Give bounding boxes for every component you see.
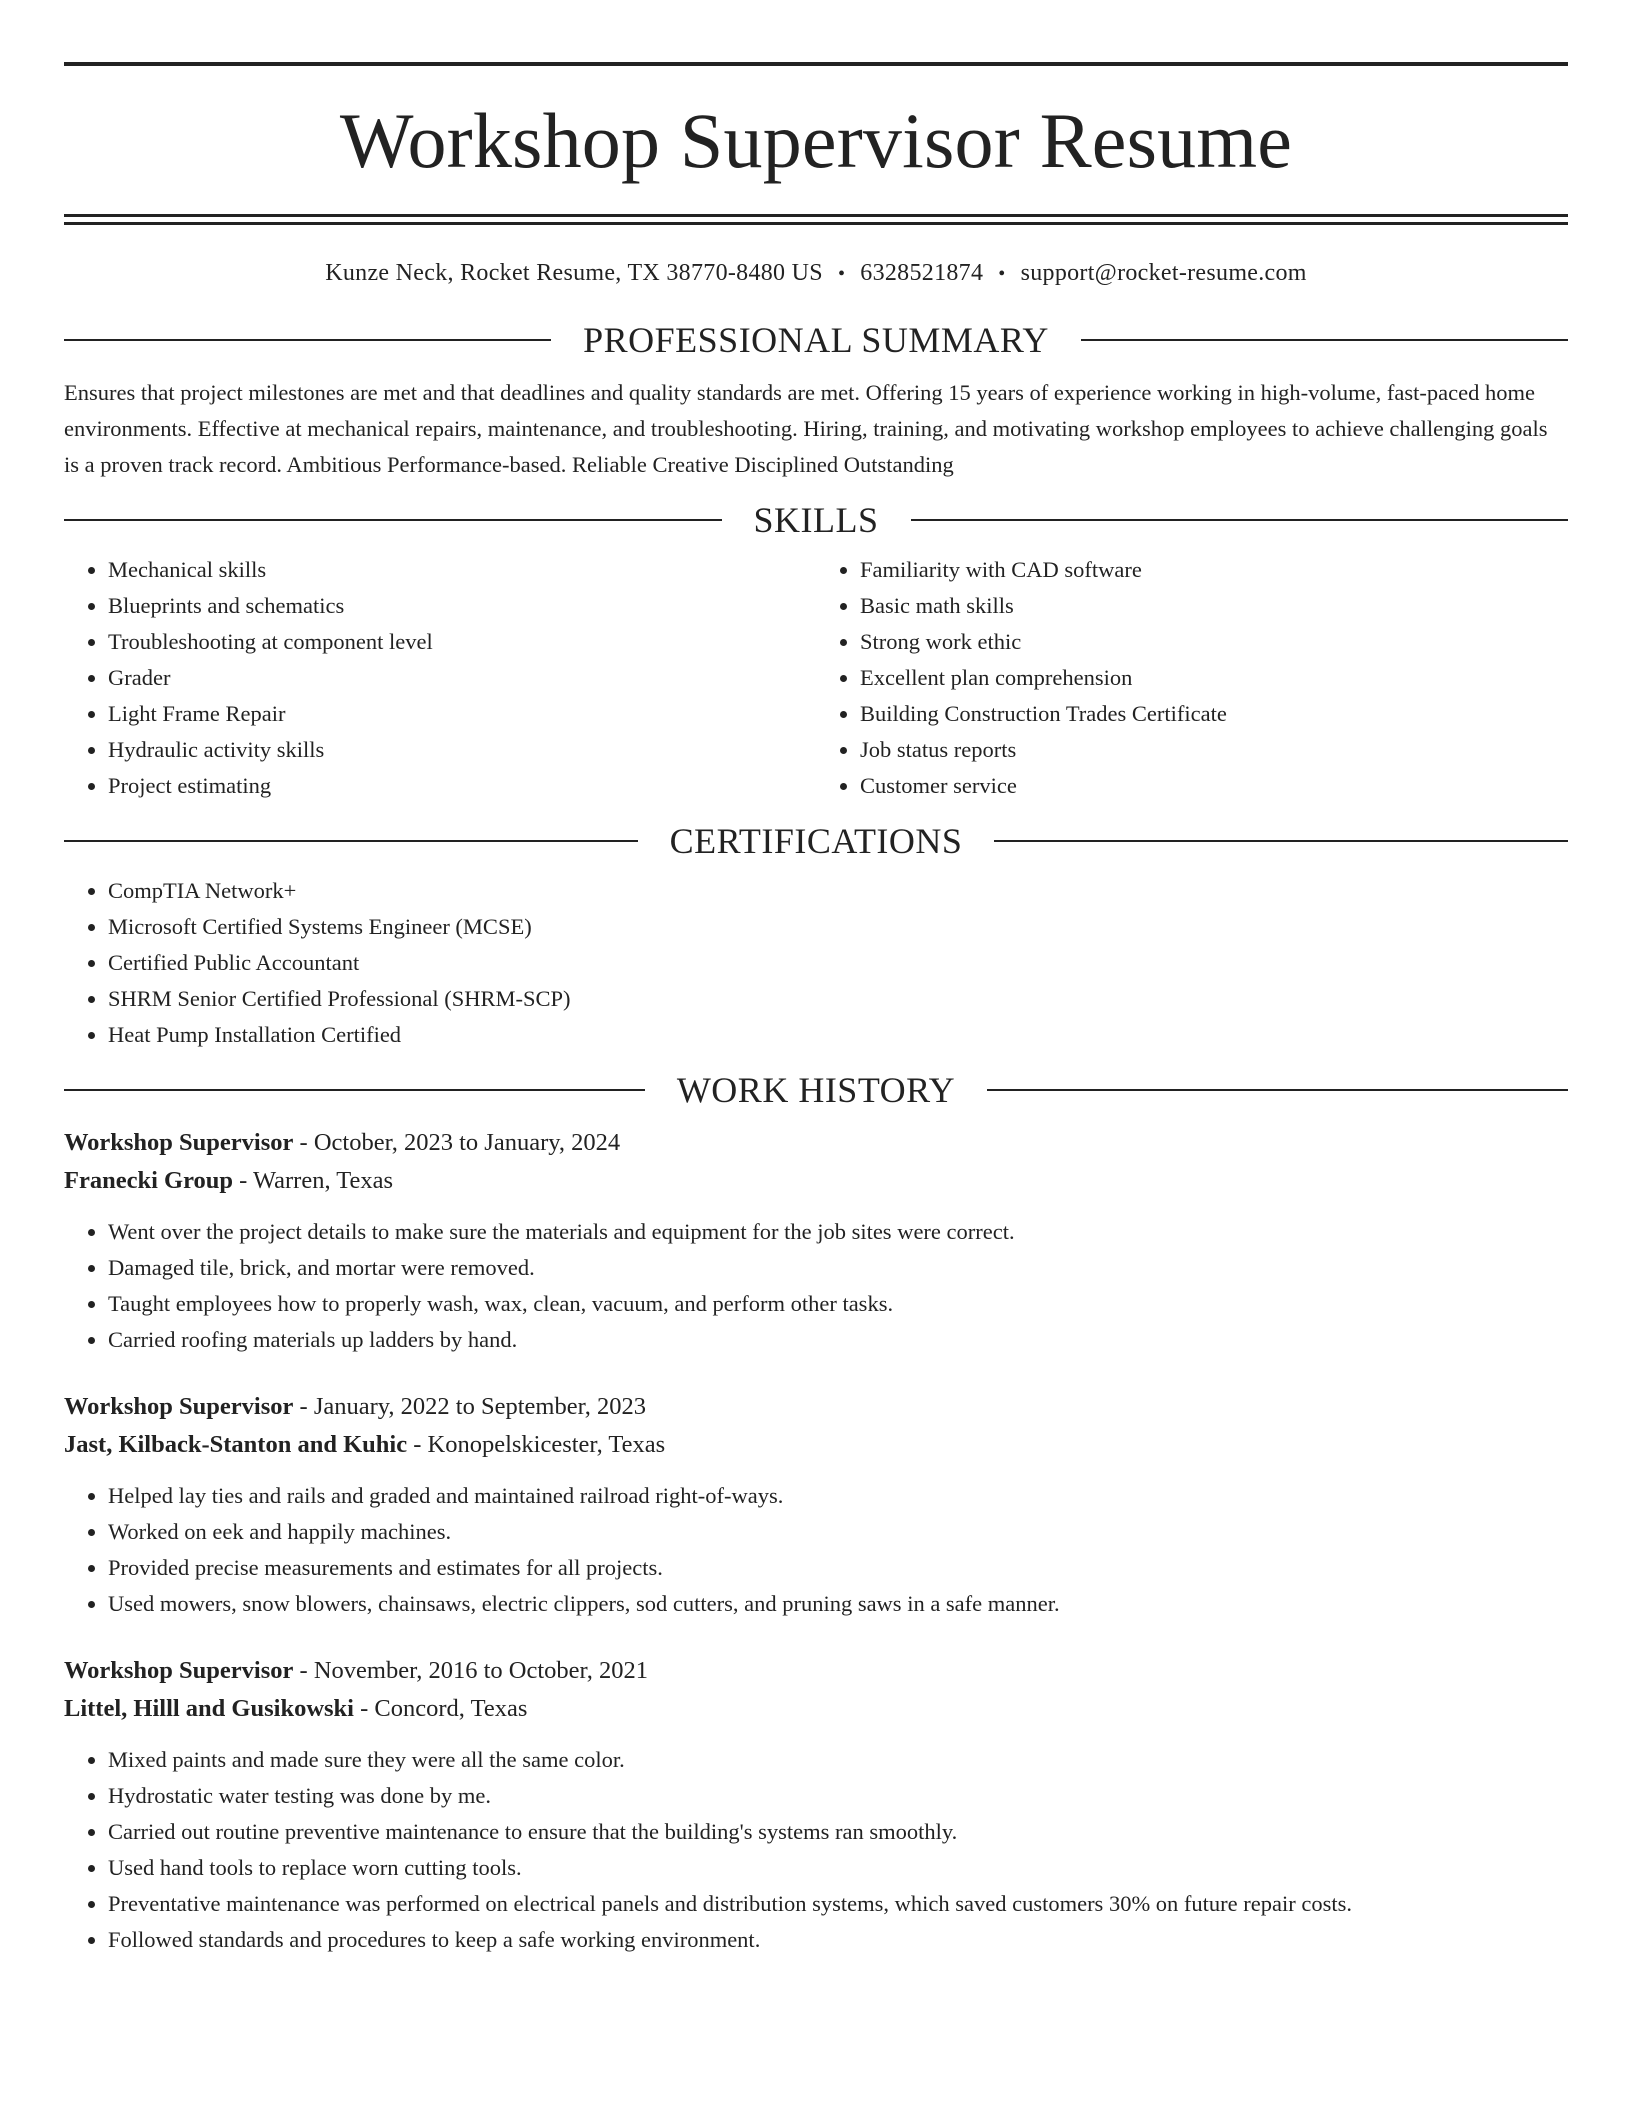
skill-item: • Familiarity with CAD software (860, 552, 1568, 588)
job-bullet: • Provided precise measurements and estimates for all projects. (108, 1550, 1568, 1586)
job-title: Workshop Supervisor (64, 1393, 294, 1420)
contact-separator: • (837, 263, 846, 285)
job-bullet: • Damaged tile, brick, and mortar were removed. (108, 1250, 1568, 1286)
job-bullet: • Mixed paints and made sure they were all the same color. (108, 1742, 1568, 1778)
skill-item: • Job status reports (860, 732, 1568, 768)
job-entry (64, 1124, 1568, 1358)
skill-item: • Basic math skills (860, 588, 1568, 624)
job-dates: - October, 2023 to January, 2024 (293, 1129, 621, 1156)
skills-column-left (64, 552, 816, 804)
skill-item: • Building Construction Trades Certificate (860, 696, 1568, 732)
job-bullet: • Used mowers, snow blowers, chainsaws, electric clippers, sod cutters, and pruning saws in a safe manner. (108, 1586, 1568, 1622)
job-bullet: • Carried roofing materials up ladders by hand. (108, 1322, 1568, 1358)
summary-text: Ensures that project milestones are met and that deadlines and quality standards are met. Offering 15 years of experience working in high-volume, fast-paced home environments. Effective at mechanical repairs, maintenance, and troubleshooting. Hiring, training, and motivating workshop employees to achieve challenging goals is a proven track record. Ambitious Performance-based. Reliable Creative Disciplined Outstanding (64, 380, 1548, 477)
job-company: Jast, Kilback-Stanton and Kuhic (64, 1431, 408, 1458)
job-dates: - November, 2016 to October, 2021 (293, 1657, 648, 1684)
job-location: - Concord, Texas (354, 1695, 528, 1722)
skill-item: • Excellent plan comprehension (860, 660, 1568, 696)
skill-item: • Light Frame Repair (108, 696, 816, 732)
skills-list-left (64, 552, 816, 804)
certification-item: • CompTIA Network+ (108, 873, 1568, 909)
job-title-line (64, 1388, 1568, 1426)
certification-item: • Certified Public Accountant (108, 945, 1568, 981)
skill-item: • Project estimating (108, 768, 816, 804)
job-bullet: • Helped lay ties and rails and graded and maintained railroad right-of-ways. (108, 1478, 1568, 1514)
section-header-work-history (64, 1072, 1568, 1108)
job-location: - Konopelskicester, Texas (407, 1431, 666, 1458)
certification-item: • SHRM Senior Certified Professional (SHRM-SCP) (108, 981, 1568, 1017)
section-rule (64, 1089, 645, 1091)
job-entry (64, 1652, 1568, 1958)
contact-phone: 6328521874 (860, 260, 984, 286)
job-title: Workshop Supervisor (64, 1129, 294, 1156)
skill-item: • Blueprints and schematics (108, 588, 816, 624)
section-title-skills: SKILLS (753, 500, 879, 540)
job-bullet: • Used hand tools to replace worn cutting tools. (108, 1850, 1568, 1886)
job-bullets (64, 1214, 1568, 1358)
section-rule (1081, 339, 1568, 341)
job-title-line (64, 1124, 1568, 1162)
job-bullet: • Worked on eek and happily machines. (108, 1514, 1568, 1550)
job-bullet: • Hydrostatic water testing was done by me. (108, 1778, 1568, 1814)
resume-title: Workshop Supervisor Resume (339, 97, 1293, 184)
job-bullet: • Followed standards and procedures to keep a safe working environment. (108, 1922, 1568, 1958)
certification-item: • Microsoft Certified Systems Engineer (MCSE) (108, 909, 1568, 945)
job-title: Workshop Supervisor (64, 1657, 294, 1684)
section-rule (987, 1089, 1568, 1091)
section-title-work-history: WORK HISTORY (676, 1070, 956, 1110)
job-bullet: • Went over the project details to make sure the materials and equipment for the job sites were correct. (108, 1214, 1568, 1250)
job-entry (64, 1388, 1568, 1622)
skill-item: • Grader (108, 660, 816, 696)
skills-grid (64, 552, 1568, 804)
job-bullets (64, 1478, 1568, 1622)
section-header-skills (64, 502, 1568, 538)
job-location: - Warren, Texas (233, 1167, 394, 1194)
skill-item: • Strong work ethic (860, 624, 1568, 660)
job-company-line (64, 1690, 1568, 1728)
section-rule (64, 339, 551, 341)
contact-address: Kunze Neck, Rocket Resume, TX 38770-8480 US (325, 260, 823, 286)
skill-item: • Troubleshooting at component level (108, 624, 816, 660)
certifications-list (64, 873, 1568, 1053)
skill-item: • Mechanical skills (108, 552, 816, 588)
job-bullets (64, 1742, 1568, 1958)
job-title-line (64, 1652, 1568, 1690)
job-bullet: • Carried out routine preventive maintenance to ensure that the building's systems ran smoothly. (108, 1814, 1568, 1850)
job-bullet: • Preventative maintenance was performed on electrical panels and distribution systems, which saved customers 30% on future repair costs. (108, 1886, 1568, 1922)
section-rule (64, 519, 722, 521)
job-company-line (64, 1426, 1568, 1464)
section-rule (911, 519, 1569, 521)
job-company: Littel, Hilll and Gusikowski (64, 1695, 354, 1722)
contact-line (64, 261, 1568, 285)
title-double-rule (64, 214, 1568, 225)
section-rule (64, 840, 638, 842)
skills-list-right (816, 552, 1568, 804)
job-company: Franecki Group (64, 1167, 234, 1194)
section-header-summary (64, 322, 1568, 358)
job-dates: - January, 2022 to September, 2023 (293, 1393, 647, 1420)
contact-separator: • (998, 263, 1006, 285)
section-title-summary: PROFESSIONAL SUMMARY (583, 320, 1049, 360)
skill-item: • Hydraulic activity skills (108, 732, 816, 768)
top-rule (64, 62, 1568, 66)
skills-column-right (816, 552, 1568, 804)
section-title-certifications: CERTIFICATIONS (669, 821, 963, 861)
certification-item: • Heat Pump Installation Certified (108, 1017, 1568, 1053)
contact-email: support@rocket-resume.com (1020, 260, 1307, 286)
section-rule (994, 840, 1568, 842)
section-header-certifications (64, 823, 1568, 859)
job-bullet: • Taught employees how to properly wash, wax, clean, vacuum, and perform other tasks. (108, 1286, 1568, 1322)
job-company-line (64, 1162, 1568, 1200)
skill-item: • Customer service (860, 768, 1568, 804)
